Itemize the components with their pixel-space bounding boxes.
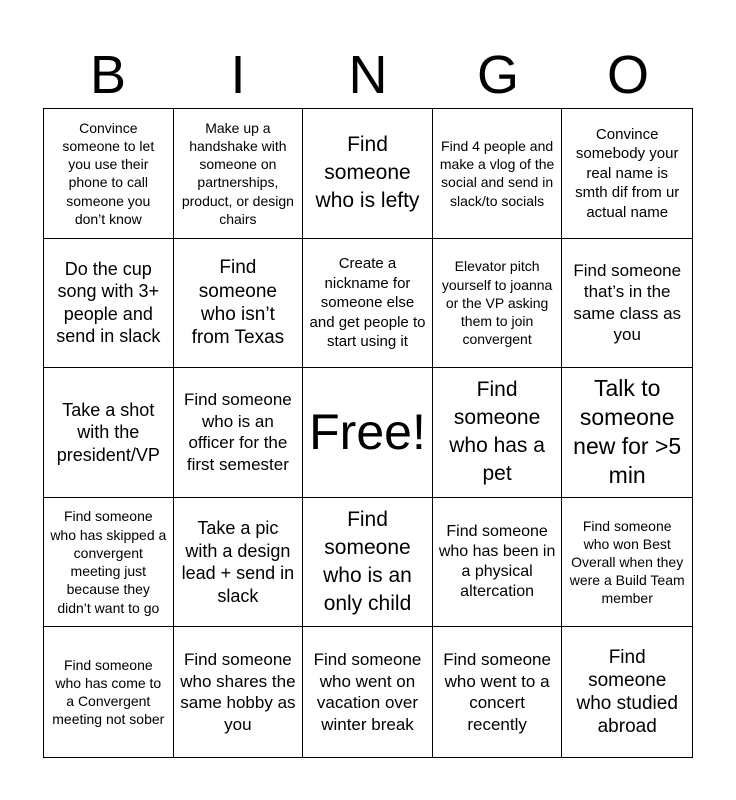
bingo-board — [43, 108, 693, 758]
bingo-cell[interactable]: Find someone who has come to a Convergent meeting not sober — [44, 627, 174, 757]
bingo-cell[interactable]: Take a pic with a design lead + send in slack — [174, 498, 304, 628]
bingo-cell[interactable]: Find someone who isn’t from Texas — [174, 239, 304, 369]
bingo-cell[interactable]: Find someone that’s in the same class as you — [562, 239, 692, 369]
bingo-cell[interactable]: Find someone who has been in a physical altercation — [433, 498, 563, 628]
bingo-cell[interactable]: Find someone who went on vacation over winter break — [303, 627, 433, 757]
bingo-cell[interactable]: Find someone who shares the same hobby as you — [174, 627, 304, 757]
bingo-cell[interactable]: Find 4 people and make a vlog of the social and send in slack/to socials — [433, 109, 563, 239]
bingo-cell[interactable]: Do the cup song with 3+ people and send in slack — [44, 239, 174, 369]
bingo-cell[interactable]: Make up a handshake with someone on partnerships, product, or design chairs — [174, 109, 304, 239]
bingo-cell[interactable]: Talk to someone new for >5 min — [562, 368, 692, 498]
bingo-cell[interactable]: Find someone who has a pet — [433, 368, 563, 498]
header-letter-n: N — [348, 45, 388, 105]
bingo-cell[interactable]: Find someone who is lefty — [303, 109, 433, 239]
bingo-cell[interactable]: Take a shot with the president/VP — [44, 368, 174, 498]
bingo-cell[interactable]: Create a nickname for someone else and get people to start using it — [303, 239, 433, 369]
free-space-cell[interactable]: Free! — [303, 368, 433, 498]
bingo-cell[interactable]: Find someone who is an only child — [303, 498, 433, 628]
header-letter-i: I — [230, 45, 246, 105]
header-letter-o: O — [606, 45, 649, 105]
bingo-header — [43, 42, 693, 108]
bingo-cell[interactable]: Find someone who is an officer for the first semester — [174, 368, 304, 498]
bingo-cell[interactable]: Find someone who won Best Overall when they were a Build Team member — [562, 498, 692, 628]
bingo-cell[interactable]: Find someone who has skipped a convergent meeting just because they didn’t want to go — [44, 498, 174, 628]
bingo-cell[interactable]: Find someone who studied abroad — [576, 646, 678, 738]
header-letter-b: B — [89, 45, 127, 105]
bingo-cell[interactable]: Elevator pitch yourself to joanna or the VP asking them to join convergent — [433, 239, 563, 369]
bingo-cell[interactable]: Convince someone to let you use their phone to call someone you don’t know — [44, 109, 174, 239]
bingo-cell[interactable]: Find someone who went to a concert recently — [433, 627, 563, 757]
header-letter-g: G — [476, 45, 519, 105]
bingo-cell[interactable]: Convince somebody your real name is smth dif from ur actual name — [562, 109, 692, 239]
